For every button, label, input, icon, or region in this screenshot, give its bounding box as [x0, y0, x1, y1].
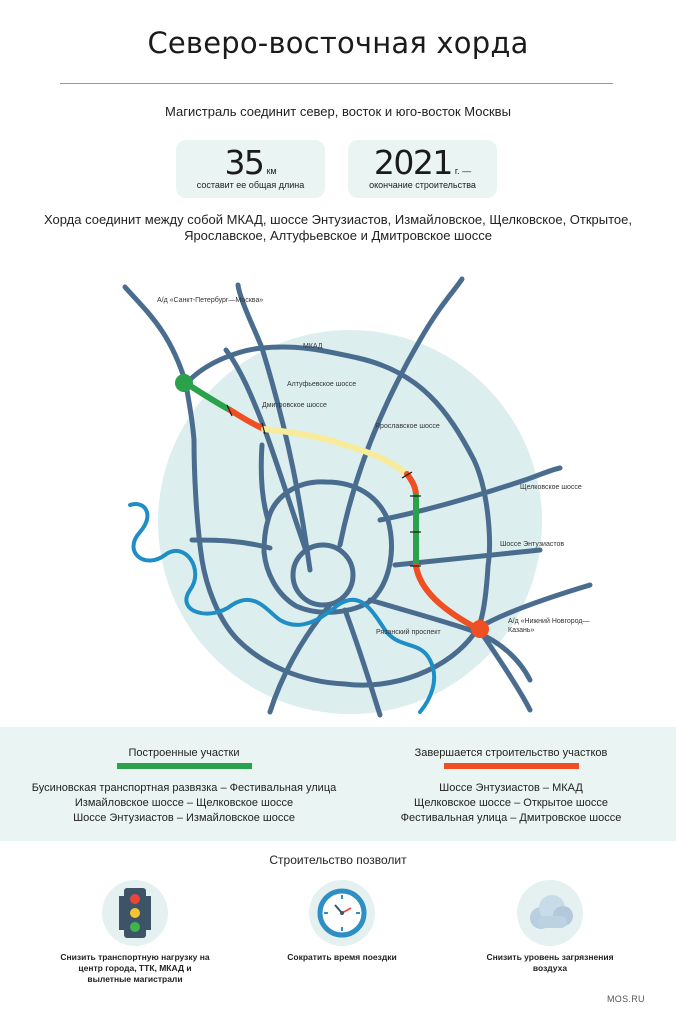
label-entuziastov: Шоссе Энтузиастов [500, 541, 565, 548]
stat-length-card [176, 140, 325, 198]
label-shchelkovskoe: Щелковское шоссе [520, 484, 582, 491]
legend-built-swatch [117, 763, 252, 769]
label-ryazansky: Рязанский проспект [376, 629, 441, 636]
legend-construction-item: Фестивальная улица – Дмитровское шоссе [400, 812, 622, 824]
legend-built-item: Бусиновская транспортная развязка – Фестивальная улица [31, 782, 337, 794]
label-mkad: МКАД [303, 343, 323, 350]
legend-construction [368, 747, 654, 826]
legend-panel [0, 727, 676, 841]
chord-end-marker [471, 620, 489, 638]
stat-length-value: 35 [224, 143, 264, 182]
label-spb: А/д «Санкт-Петербург—Москва» [157, 297, 264, 304]
legend-built-item: Измайловское шоссе – Щелковское шоссе [74, 797, 294, 809]
legend-construction-swatch [444, 763, 579, 769]
benefit-time-text: Сократить время поездки [287, 952, 397, 962]
label-nn-line2: Казань» [508, 627, 535, 634]
stat-year-value: 2021 [373, 143, 452, 182]
clock-icon [309, 880, 375, 946]
label-nn-line1: А/д «Нижний Новгород— [508, 618, 590, 625]
benefits-title: Строительство позволит [269, 853, 407, 867]
cloud-icon [517, 880, 583, 946]
subtitle: Магистраль соединит север, восток и юго-восток Москвы [165, 104, 511, 119]
intro-text: Хорда соединит между собой МКАД, шоссе Энтузиастов, Измайловское, Щелковское, Открытое, Ярославское, Алтуфьевское и Дмитровское шоссе [44, 212, 632, 243]
benefit-traffic-text: Снизить транспортную нагрузку на центр города, ТТК, МКАД и вылетные магистрали [60, 952, 210, 984]
title-divider [60, 83, 613, 84]
legend-construction-item: Шоссе Энтузиастов – МКАД [439, 782, 583, 794]
source-credit: MOS.RU [607, 994, 645, 1004]
stat-length-caption: составит ее общая длина [196, 180, 305, 190]
traffic-light-icon [102, 880, 168, 946]
label-dmitrovskoe: Дмитровское шоссе [262, 402, 327, 409]
legend-built-title: Построенные участки [128, 747, 240, 759]
page-title: Северо-восточная хорда [147, 26, 529, 60]
label-yaroslavskoe: Ярославское шоссе [375, 423, 440, 430]
benefit-air [480, 880, 620, 974]
stat-year-card [348, 140, 497, 198]
legend-built [28, 747, 340, 826]
chord-start-marker [175, 374, 193, 392]
chord-map [0, 262, 676, 722]
legend-built-item: Шоссе Энтузиастов – Измайловское шоссе [73, 812, 295, 824]
benefit-time [272, 880, 412, 963]
label-altufievskoe: Алтуфьевское шоссе [287, 381, 357, 388]
legend-construction-item: Щелковское шоссе – Открытое шоссе [414, 797, 608, 809]
stat-length-unit: км [266, 166, 277, 176]
stat-year-caption: окончание строительства [369, 180, 476, 190]
benefit-air-text: Снизить уровень загрязнения воздуха [486, 952, 614, 973]
benefit-traffic [60, 880, 210, 985]
legend-construction-title: Завершается строительство участков [414, 747, 608, 759]
stat-year-unit: г. — [454, 166, 472, 176]
